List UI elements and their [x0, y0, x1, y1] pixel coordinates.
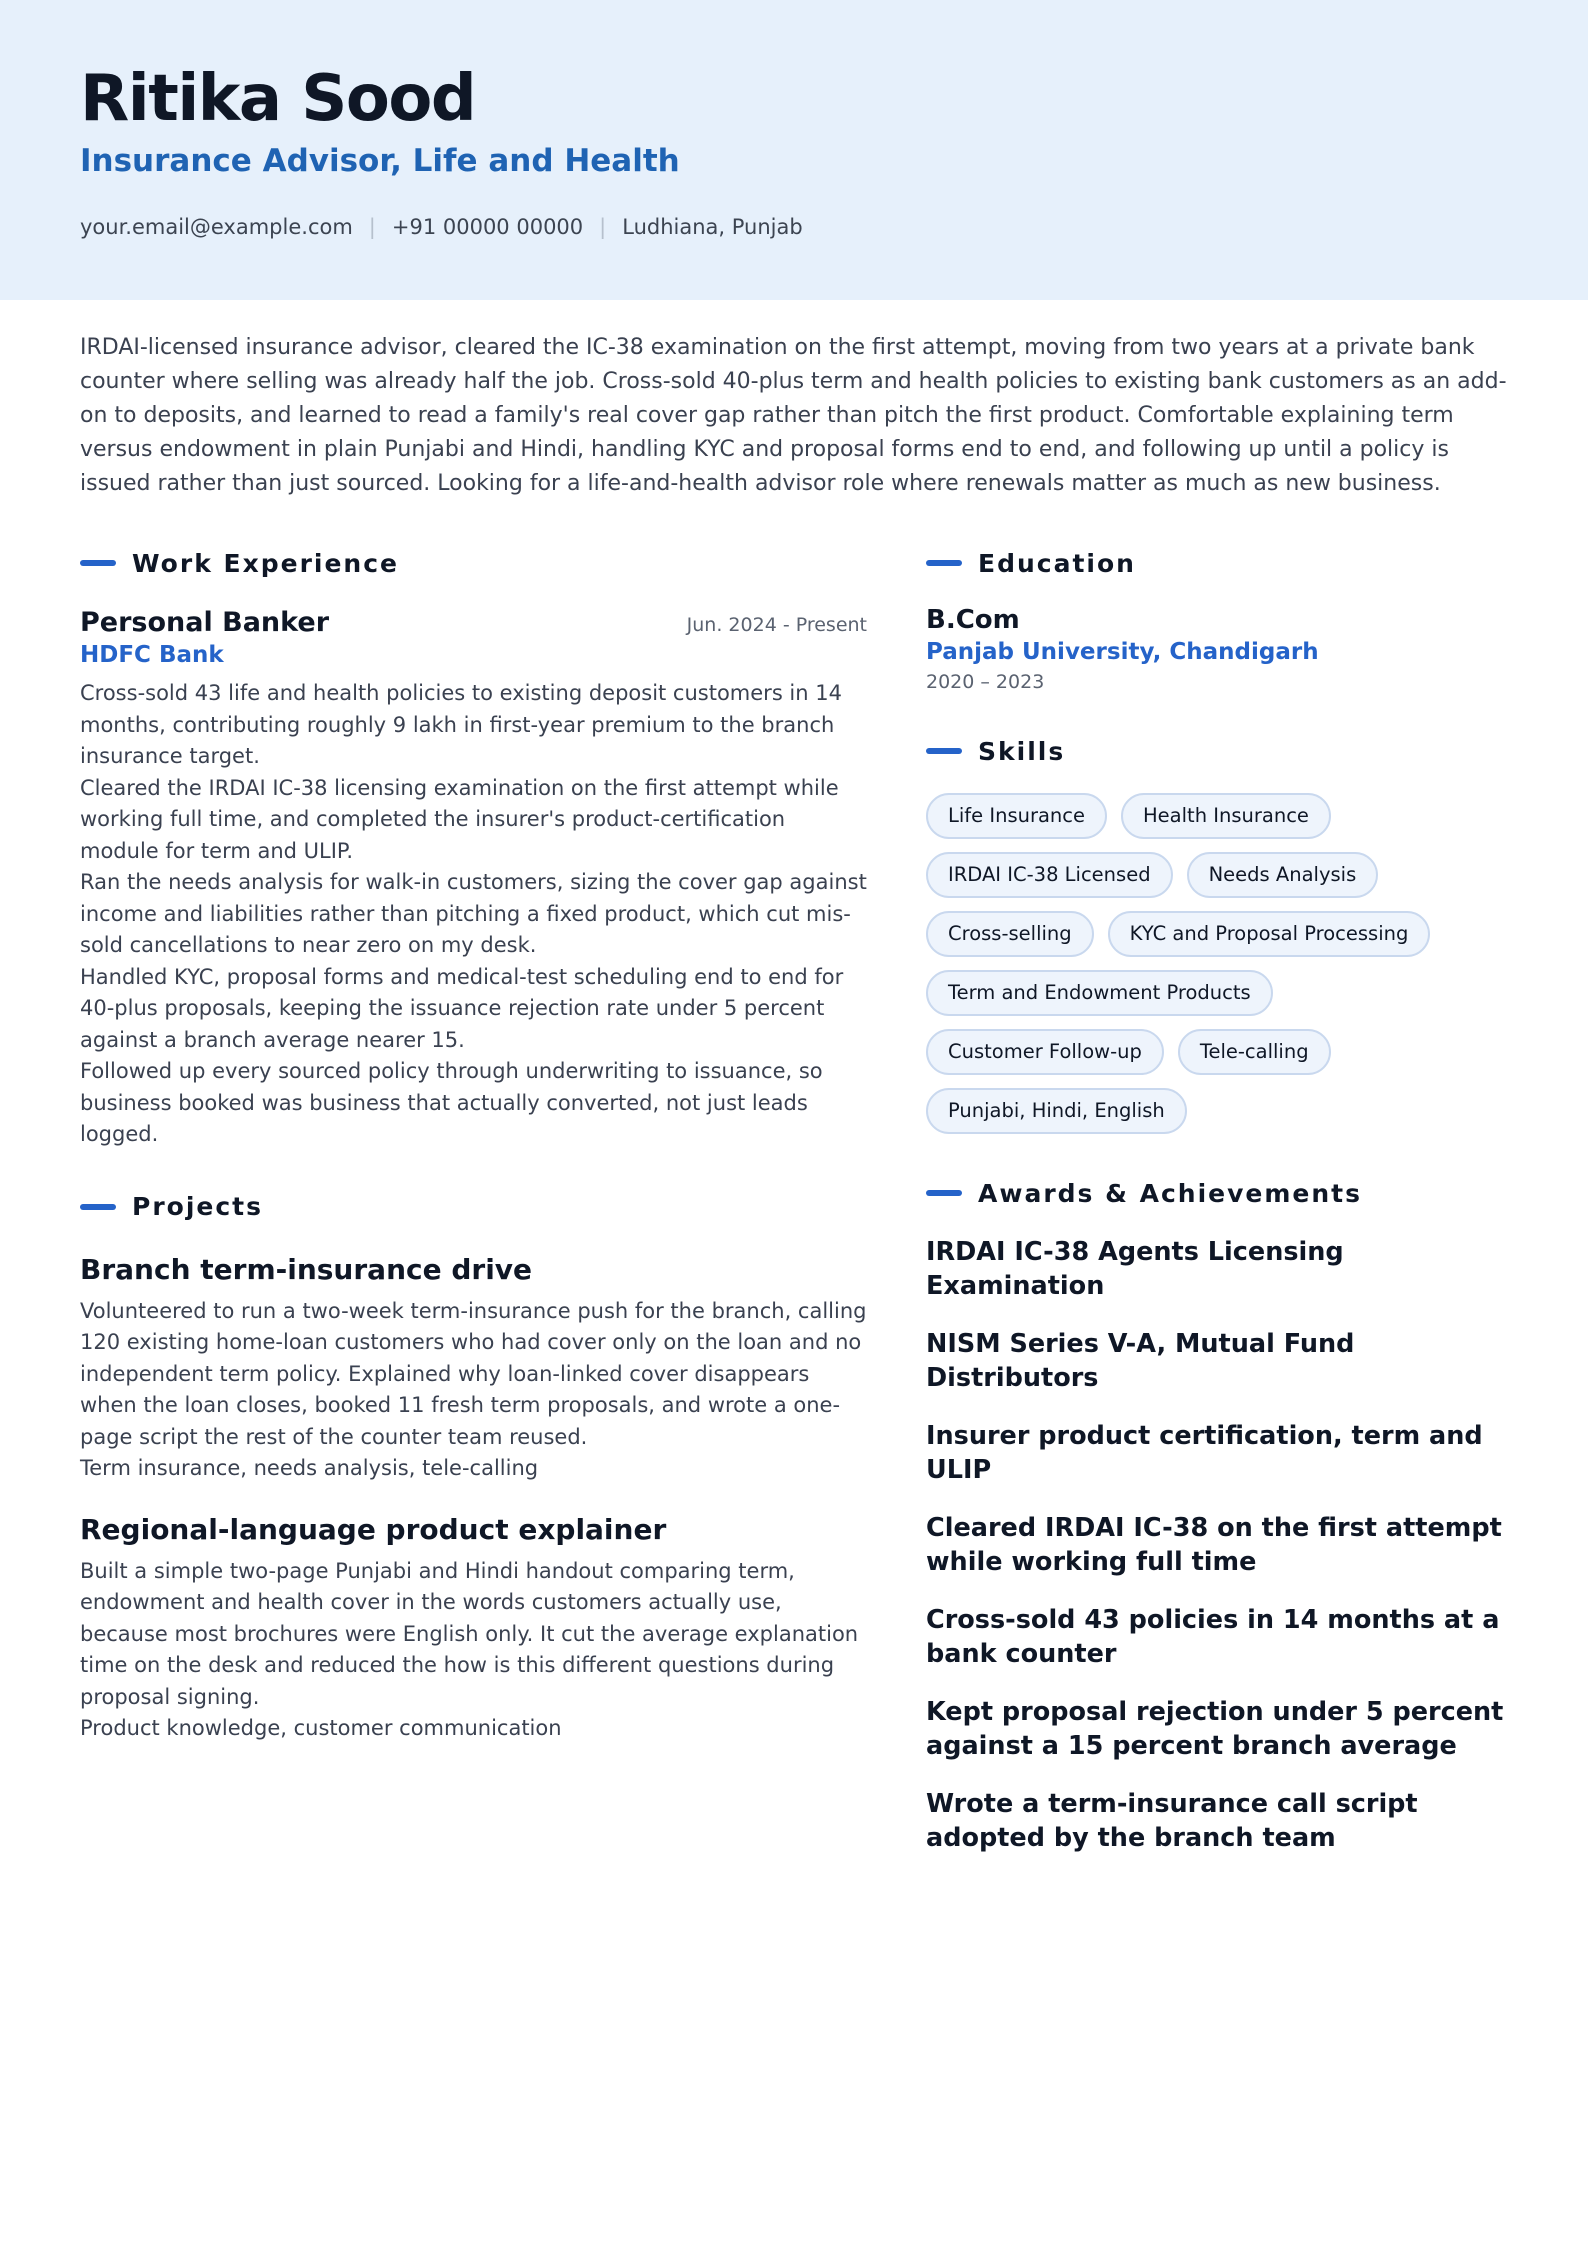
- skill-tag: Needs Analysis: [1187, 852, 1379, 898]
- section-title: Education: [978, 548, 1136, 578]
- skill-tag: IRDAI IC-38 Licensed: [926, 852, 1173, 898]
- award-item: IRDAI IC-38 Agents Licensing Examination: [926, 1237, 1344, 1301]
- project-title: Branch term-insurance drive: [80, 1252, 533, 1286]
- job-bullet: Cross-sold 43 life and health policies to existing deposit customers in 14 months, contributing roughly 9 lakh in first-year premium to the branch insurance target.: [80, 681, 842, 768]
- work-section-heading: [80, 545, 867, 581]
- project-tags: Product knowledge, customer communication: [80, 1716, 562, 1740]
- contact-separator: |: [368, 215, 376, 239]
- section-title: Work Experience: [132, 548, 399, 578]
- section-accent-bar: [926, 748, 962, 754]
- job-bullet: Ran the needs analysis for walk-in customers, sizing the cover gap against income and liabilities rather than pitching a fixed product, which cut mis-sold cancellations to near zero on my desk.: [80, 870, 867, 957]
- section-title: Awards & Achievements: [978, 1178, 1363, 1208]
- education-degree: B.Com: [926, 605, 1020, 635]
- project-tags: Term insurance, needs analysis, tele-calling: [80, 1456, 539, 1480]
- project-title: Regional-language product explainer: [80, 1512, 667, 1546]
- contact-separator: |: [599, 215, 607, 239]
- job-bullet: Cleared the IRDAI IC-38 licensing examination on the first attempt while working full time, and completed the insurer's product-certification module for term and ULIP.: [80, 775, 839, 863]
- project-entry: [80, 1253, 867, 1485]
- awards-list: [926, 1235, 1516, 1855]
- section-accent-bar: [80, 560, 116, 566]
- section-title: Projects: [132, 1192, 264, 1221]
- contact-line: [80, 215, 803, 239]
- skill-tag: Customer Follow-up: [926, 1029, 1164, 1075]
- skill-tag: Cross-selling: [926, 911, 1094, 957]
- project-entry: [80, 1513, 867, 1745]
- skills-list: [926, 793, 1516, 1147]
- job-title: Personal Banker: [80, 607, 330, 638]
- job-date: Jun. 2024 - Present: [686, 614, 867, 636]
- section-accent-bar: [926, 1190, 962, 1196]
- award-item: Kept proposal rejection under 5 percent against a 15 percent branch average: [926, 1697, 1504, 1761]
- section-accent-bar: [926, 560, 962, 566]
- job-company: HDFC Bank: [80, 642, 224, 668]
- contact-email[interactable]: your.email@example.com: [80, 215, 353, 239]
- right-column: [926, 545, 1516, 1855]
- candidate-role: Insurance Advisor, Life and Health: [80, 143, 680, 179]
- education-section-heading: [926, 545, 1516, 581]
- project-description: Built a simple two-page Punjabi and Hindi handout comparing term, endowment and health cover in the words customers actually use, because most brochures were English only. It cut the average explanation time on the desk and reduced the how is this different questions during proposal signing.: [80, 1558, 859, 1709]
- skill-tag: Health Insurance: [1121, 793, 1331, 839]
- award-item: Wrote a term-insurance call script adopted by the branch team: [926, 1789, 1418, 1853]
- skill-tag: Life Insurance: [926, 793, 1107, 839]
- job-bullets: [80, 678, 867, 1151]
- summary-paragraph: IRDAI-licensed insurance advisor, cleared the IC-38 examination on the first attempt, moving from two years at a private bank counter where selling was already half the job. Cross-sold 40-plus term and health policies to existing bank customers as an add-on to deposits, and learned to read a family's real cover gap rather than pitch the first product. Comfortable explaining term versus endowment in plain Punjabi and Hindi, handling KYC and proposal forms end to end, and following up until a policy is issued rather than just sourced. Looking for a life-and-health advisor role where renewals matter as much as new business.: [80, 335, 1507, 496]
- contact-location: Ludhiana, Punjab: [622, 215, 803, 239]
- skill-tag: Tele-calling: [1178, 1029, 1331, 1075]
- skill-tag: Term and Endowment Products: [926, 970, 1273, 1016]
- job-bullet: Followed up every sourced policy through underwriting to issuance, so business booked was business that actually converted, not just leads logged.: [80, 1059, 823, 1146]
- contact-phone[interactable]: +91 00000 00000: [391, 215, 584, 239]
- award-item: Cleared IRDAI IC-38 on the first attempt while working full time: [926, 1513, 1502, 1577]
- education-years: 2020 – 2023: [926, 671, 1045, 693]
- award-item: Insurer product certification, term and ULIP: [926, 1421, 1483, 1485]
- job-entry: [80, 607, 867, 1151]
- award-item: Cross-sold 43 policies in 14 months at a bank counter: [926, 1605, 1500, 1669]
- project-description: Volunteered to run a two-week term-insurance push for the branch, calling 120 existing home-loan customers who had cover only on the loan and no independent term policy. Explained why loan-linked cover disappears when the loan closes, booked 11 fresh term proposals, and wrote a one-page script the rest of the counter team reused.: [80, 1298, 867, 1449]
- candidate-name: Ritika Sood: [80, 62, 476, 136]
- section-title: Skills: [978, 736, 1066, 766]
- skill-tag: KYC and Proposal Processing: [1108, 911, 1431, 957]
- left-column: [80, 545, 867, 1745]
- award-item: NISM Series V-A, Mutual Fund Distributors: [926, 1329, 1355, 1393]
- resume-header: [0, 0, 1588, 300]
- skill-tag: Punjabi, Hindi, English: [926, 1088, 1187, 1134]
- education-school: Panjab University, Chandigarh: [926, 639, 1319, 665]
- job-bullet: Handled KYC, proposal forms and medical-test scheduling end to end for 40-plus proposals, keeping the issuance rejection rate under 5 percent against a branch average nearer 15.: [80, 964, 844, 1052]
- projects-section-heading: [80, 1189, 867, 1225]
- section-accent-bar: [80, 1204, 116, 1210]
- skills-section-heading: [926, 733, 1516, 769]
- awards-section-heading: [926, 1175, 1516, 1211]
